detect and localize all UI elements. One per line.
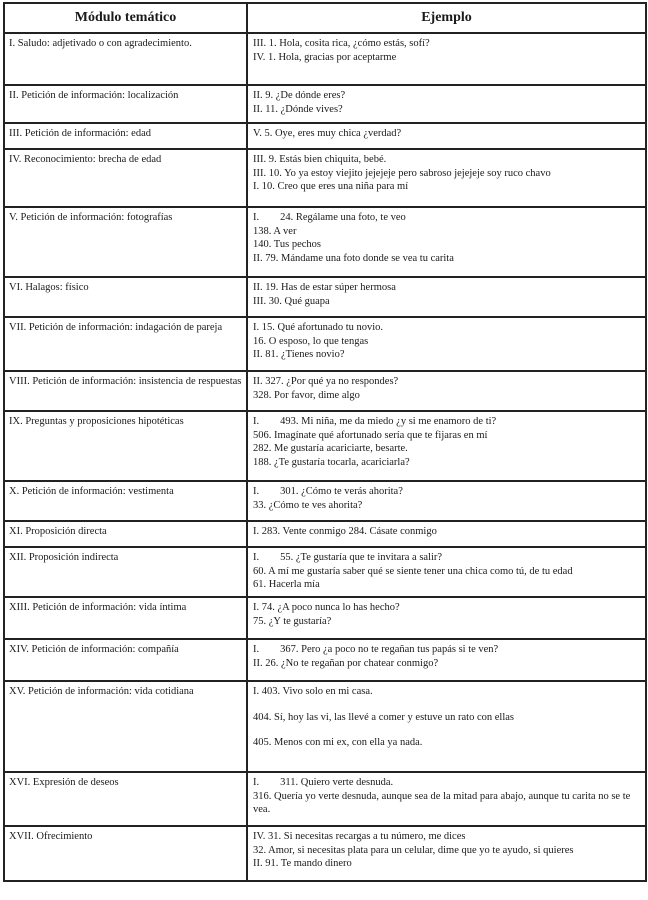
- example-line: 328. Por favor, dime algo: [253, 389, 360, 401]
- table-row: [4, 481, 646, 521]
- example-line: II. 19. Has de estar súper hermosa: [253, 282, 396, 293]
- example-cell: [247, 411, 646, 481]
- example-cell: [247, 639, 646, 681]
- table-row: [4, 597, 646, 639]
- example-line: IV. 1. Hola, gracias por aceptarme: [253, 51, 397, 63]
- example-line: 32. Amor, si necesitas plata para un celular, dime que yo te ayudo, si quieres: [253, 844, 574, 856]
- module-cell: III. Petición de información: edad: [4, 123, 247, 149]
- example-cell: [247, 85, 646, 123]
- example-line: III. 30. Qué guapa: [253, 295, 330, 307]
- example-line: I. 367. Pero ¿a poco no te regañan tus papás si te ven?: [253, 644, 499, 655]
- module-cell: XIV. Petición de información: compañía: [4, 639, 247, 681]
- example-cell: [247, 371, 646, 411]
- example-line: III. 10. Yo ya estoy viejito jejejeje pero sabroso jejejeje soy ruco chavo: [253, 167, 551, 179]
- example-line: 404. Sí, hoy las vi, las llevé a comer y estuve un rato con ellas: [253, 711, 514, 723]
- table-row: [4, 317, 646, 371]
- example-cell: [247, 826, 646, 881]
- table-row: [4, 826, 646, 881]
- example-line: II. 26. ¿No te regañan por chatear conmigo?: [253, 657, 439, 669]
- module-cell: VI. Halagos: físico: [4, 277, 247, 317]
- module-cell: XIII. Petición de información: vida íntima: [4, 597, 247, 639]
- table-row: [4, 411, 646, 481]
- example-line: I. 24. Regálame una foto, te veo: [253, 212, 406, 223]
- table-row: [4, 681, 646, 772]
- example-cell: [247, 149, 646, 207]
- example-line: 33. ¿Cómo te ves ahorita?: [253, 499, 363, 511]
- example-line: I. 10. Creo que eres una niña para mí: [253, 181, 409, 192]
- table-row: [4, 33, 646, 85]
- example-line: III. 9. Estás bien chiquita, bebé.: [253, 154, 387, 165]
- module-cell: XI. Proposición directa: [4, 521, 247, 547]
- example-cell: [247, 772, 646, 826]
- example-cell: [247, 317, 646, 371]
- example-line: II. 79. Mándame una foto donde se vea tu carita: [253, 252, 454, 264]
- table-row: [4, 371, 646, 411]
- thematic-modules-table: [3, 2, 647, 882]
- table-row: [4, 207, 646, 277]
- example-line: 405. Menos con mi ex, con ella ya nada.: [253, 737, 423, 748]
- example-line: 506. Imagínate qué afortunado sería que te fijaras en mí: [253, 429, 488, 441]
- example-line: II. 81. ¿Tienes novio?: [253, 349, 345, 360]
- module-cell: VII. Petición de información: indagación de pareja: [4, 317, 247, 371]
- example-cell: [247, 123, 646, 149]
- example-line: 188. ¿Te gustaría tocarla, acariciarla?: [253, 456, 410, 468]
- column-header-module: Módulo temático: [4, 3, 247, 33]
- module-cell: IX. Preguntas y proposiciones hipotéticas: [4, 411, 247, 481]
- example-line: I. 15. Qué afortunado tu novio.: [253, 322, 384, 333]
- module-cell: XII. Proposición indirecta: [4, 547, 247, 597]
- example-line: 61. Hacerla mía: [253, 579, 320, 590]
- example-cell: [247, 547, 646, 597]
- module-cell: VIII. Petición de información: insistencia de respuestas: [4, 371, 247, 411]
- module-cell: V. Petición de información: fotografías: [4, 207, 247, 277]
- table-row: [4, 149, 646, 207]
- example-line: II. 9. ¿De dónde eres?: [253, 90, 346, 101]
- table-row: [4, 123, 646, 149]
- module-cell: I. Saludo: adjetivado o con agradecimiento.: [4, 33, 247, 85]
- example-line: 282. Me gustaría acariciarte, besarte.: [253, 443, 408, 454]
- example-line: III. 1. Hola, cosita rica, ¿cómo estás, sofí?: [253, 38, 430, 49]
- table-row: [4, 521, 646, 547]
- module-cell: XVI. Expresión de deseos: [4, 772, 247, 826]
- example-line: I. 493. Mi niña, me da miedo ¿y si me enamoro de ti?: [253, 416, 497, 427]
- module-cell: XVII. Ofrecimiento: [4, 826, 247, 881]
- example-cell: [247, 277, 646, 317]
- example-cell: [247, 597, 646, 639]
- table-row: [4, 85, 646, 123]
- example-line: II. 11. ¿Dónde vives?: [253, 103, 343, 115]
- example-line: 16. O esposo, lo que tengas: [253, 335, 369, 347]
- example-line: V. 5. Oye, eres muy chica ¿verdad?: [253, 128, 402, 139]
- table-row: [4, 772, 646, 826]
- example-line: I. 301. ¿Cómo te verás ahorita?: [253, 486, 403, 497]
- table-header-row: [4, 3, 646, 33]
- example-line: 75. ¿Y te gustaría?: [253, 615, 332, 627]
- module-cell: XV. Petición de información: vida cotidiana: [4, 681, 247, 772]
- example-line: I. 55. ¿Te gustaría que te invitara a salir?: [253, 552, 443, 563]
- example-line: 60. A mí me gustaría saber qué se siente tener una chica como tú, de tu edad: [253, 565, 573, 577]
- example-line: I. 74. ¿A poco nunca lo has hecho?: [253, 602, 400, 613]
- example-cell: [247, 521, 646, 547]
- example-line: I. 283. Vente conmigo 284. Cásate conmigo: [253, 526, 437, 537]
- example-line: I. 403. Vivo solo en mi casa.: [253, 686, 373, 697]
- example-line: II. 91. Te mando dinero: [253, 858, 352, 869]
- example-cell: [247, 481, 646, 521]
- module-cell: X. Petición de información: vestimenta: [4, 481, 247, 521]
- example-line: I. 311. Quiero verte desnuda.: [253, 777, 394, 788]
- example-cell: [247, 207, 646, 277]
- example-line: II. 327. ¿Por qué ya no respondes?: [253, 376, 399, 387]
- table-row: [4, 639, 646, 681]
- table-row: [4, 547, 646, 597]
- example-cell: [247, 33, 646, 85]
- example-line: 316. Quería yo verte desnuda, aunque sea de la mitad para abajo, aunque tu carita no se te vea.: [253, 790, 631, 815]
- example-line: 138. A ver: [253, 225, 297, 237]
- example-line: 140. Tus pechos: [253, 239, 321, 250]
- example-cell: [247, 681, 646, 772]
- example-line: IV. 31. Si necesitas recargas a tu número, me dices: [253, 831, 466, 842]
- module-cell: II. Petición de información: localización: [4, 85, 247, 123]
- module-cell: IV. Reconocimiento: brecha de edad: [4, 149, 247, 207]
- column-header-example: Ejemplo: [247, 3, 646, 33]
- table-row: [4, 277, 646, 317]
